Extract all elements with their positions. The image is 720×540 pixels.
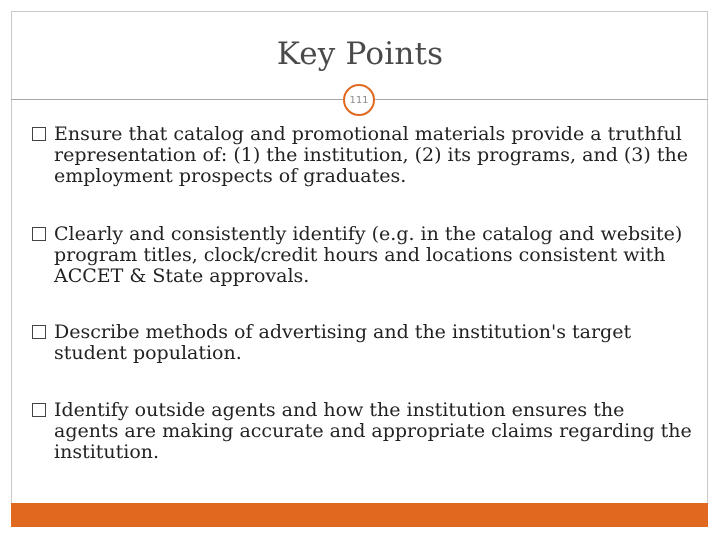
bullet-text: Identify outside agents and how the institution ensures the agents are making accurate and appropriate claims regarding the institution.: [54, 399, 692, 463]
bullet-item: [32, 224, 692, 287]
bullet-box-icon: [32, 325, 46, 339]
bullet-box-icon: [32, 127, 46, 141]
bullet-text: Clearly and consistently identify (e.g. in the catalog and website) program titles, clock/credit hours and locations consistent with ACCET & State approvals.: [54, 223, 683, 287]
bullet-item: [32, 124, 692, 187]
bullet-text: Ensure that catalog and promotional materials provide a truthful representation of: (1) the institution, (2) its programs, and (3) the employment prospects of graduates.: [54, 123, 688, 187]
bullet-box-icon: [32, 403, 46, 417]
bullet-item: [32, 400, 692, 463]
bullet-text: Describe methods of advertising and the institution's target student population.: [54, 321, 632, 364]
footer-accent-bar: [11, 503, 708, 527]
slide-title: Key Points: [276, 36, 444, 72]
bullet-item: [32, 322, 692, 364]
page-number-badge: 111: [343, 84, 375, 116]
bullet-box-icon: [32, 227, 46, 241]
